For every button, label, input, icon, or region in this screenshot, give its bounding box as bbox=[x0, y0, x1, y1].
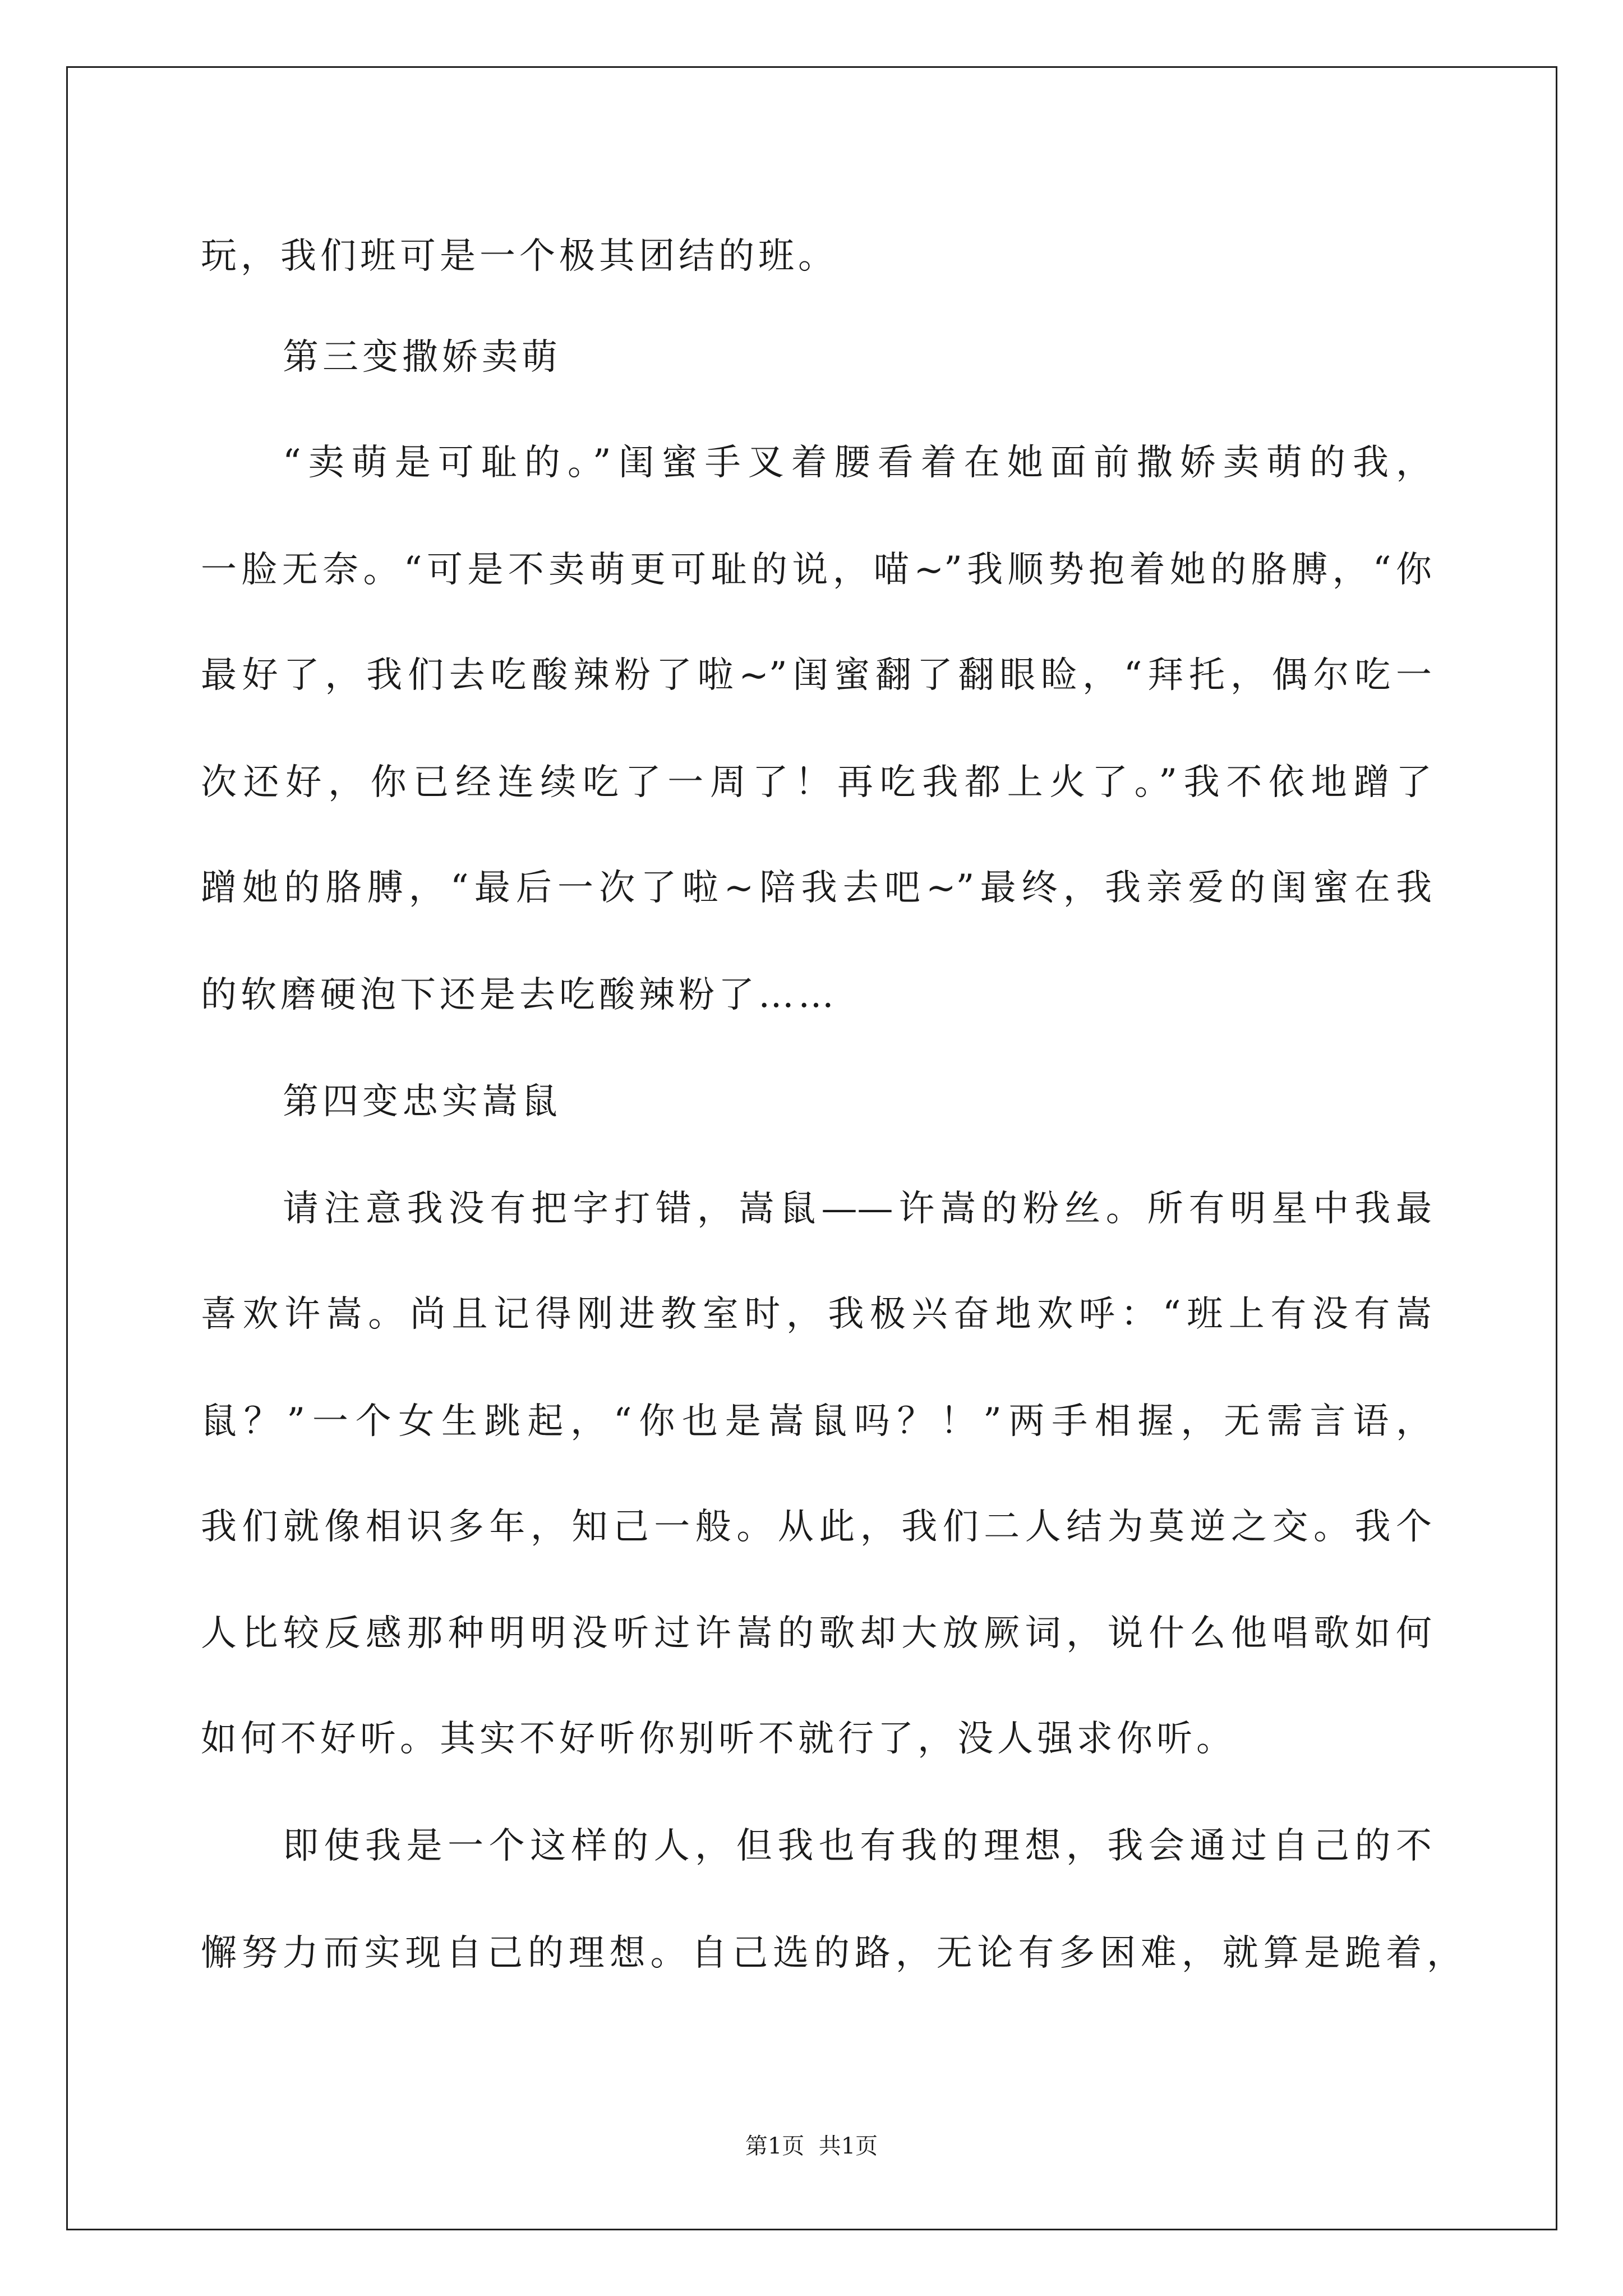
page-border bbox=[66, 66, 1557, 2230]
body-text-line: 的软磨硬泡下还是去吃酸辣粉了…… bbox=[201, 974, 838, 1016]
body-text-line: 一脸无奈。“可是不卖萌更可耻的说，喵~”我顺势抱着她的胳膊，“你 bbox=[201, 549, 1432, 591]
section-heading: 第三变撒娇卖萌 bbox=[283, 337, 561, 378]
body-text-line: 玩，我们班可是一个极其团结的班。 bbox=[201, 236, 838, 277]
body-text-line: “卖萌是可耻的。”闺蜜手叉着腰看着在她面前撒娇卖萌的我， bbox=[283, 442, 1432, 484]
body-text-line: 我们就像相识多年，知己一般。从此，我们二人结为莫逆之交。我个 bbox=[201, 1506, 1432, 1548]
body-text-line: 人比较反感那种明明没听过许嵩的歌却大放厥词，说什么他唱歌如何 bbox=[201, 1613, 1432, 1654]
body-text-line: 懈努力而实现自己的理想。自己选的路，无论有多困难，就算是跪着， bbox=[201, 1932, 1463, 1974]
body-text-line: 蹭她的胳膊，“最后一次了啦~陪我去吧~”最终，我亲爱的闺蜜在我 bbox=[201, 867, 1432, 909]
body-text-line: 次还好，你已经连续吃了一周了！再吃我都上火了。”我不依地蹭了 bbox=[201, 762, 1432, 803]
body-text-line: 鼠？”一个女生跳起，“你也是嵩鼠吗？！”两手相握，无需言语， bbox=[201, 1401, 1432, 1442]
body-text-line: 最好了，我们去吃酸辣粉了啦~”闺蜜翻了翻眼睑，“拜托，偶尔吃一 bbox=[201, 655, 1432, 696]
page-footer: 第1页 共1页 bbox=[745, 2133, 878, 2159]
body-text-line: 喜欢许嵩。尚且记得刚进教室时，我极兴奋地欢呼：“班上有没有嵩 bbox=[201, 1294, 1432, 1335]
section-heading: 第四变忠实嵩鼠 bbox=[283, 1081, 561, 1122]
body-text-line: 即使我是一个这样的人，但我也有我的理想，我会通过自己的不 bbox=[283, 1825, 1432, 1867]
body-text-line: 请注意我没有把字打错，嵩鼠——许嵩的粉丝。所有明星中我最 bbox=[283, 1188, 1432, 1230]
body-text-line: 如何不好听。其实不好听你别听不就行了，没人强求你听。 bbox=[201, 1718, 1236, 1760]
